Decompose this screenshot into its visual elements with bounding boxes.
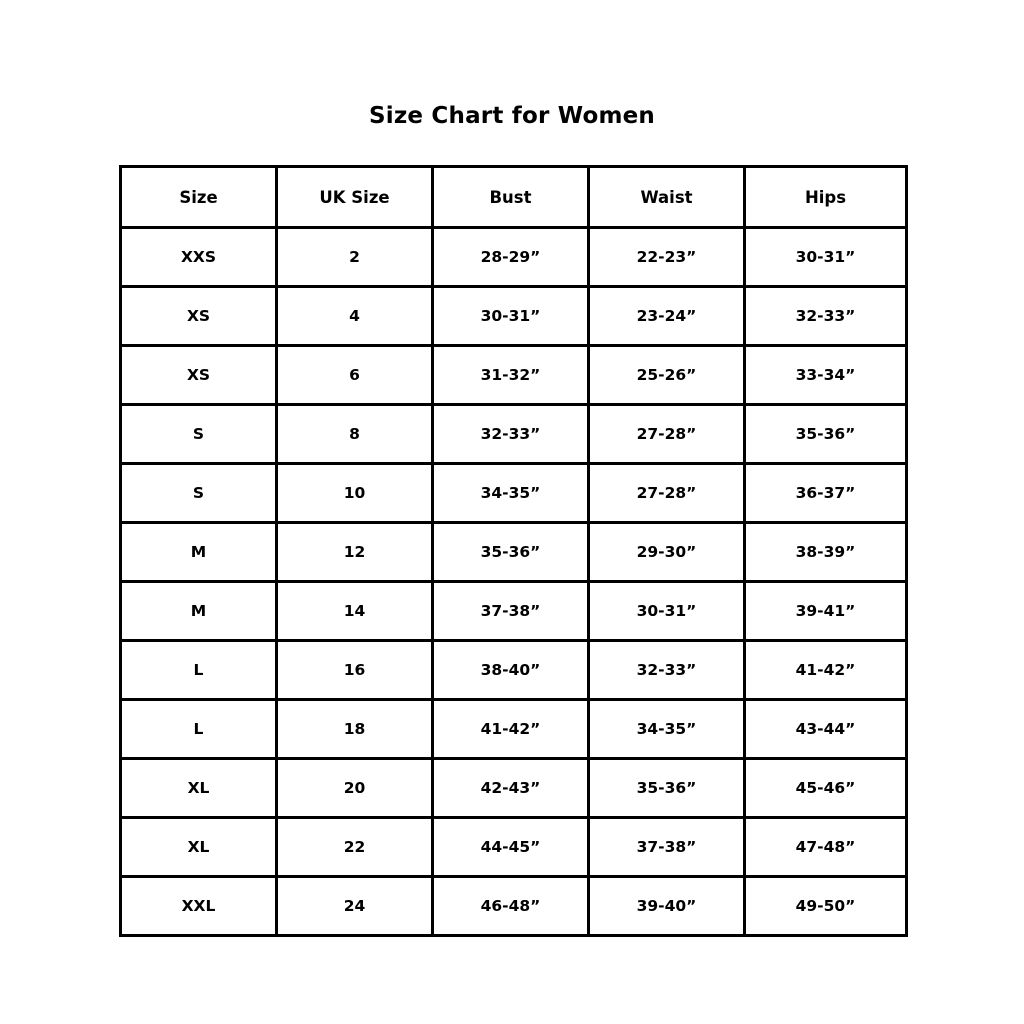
table-body <box>121 228 907 936</box>
cell-size: XXS <box>121 228 277 287</box>
cell-uk-size: 12 <box>277 523 433 582</box>
table-row <box>121 464 907 523</box>
cell-bust: 37-38” <box>433 582 589 641</box>
cell-uk-size: 2 <box>277 228 433 287</box>
cell-size: XS <box>121 346 277 405</box>
cell-size: XS <box>121 287 277 346</box>
page-title: Size Chart for Women <box>368 103 655 129</box>
table-row <box>121 228 907 287</box>
cell-size: XL <box>121 818 277 877</box>
cell-waist: 37-38” <box>589 818 745 877</box>
cell-uk-size: 10 <box>277 464 433 523</box>
cell-uk-size: 22 <box>277 818 433 877</box>
cell-waist: 25-26” <box>589 346 745 405</box>
cell-waist: 30-31” <box>589 582 745 641</box>
cell-waist: 39-40” <box>589 877 745 936</box>
cell-size: XL <box>121 759 277 818</box>
cell-waist: 29-30” <box>589 523 745 582</box>
cell-waist: 27-28” <box>589 464 745 523</box>
table-row <box>121 818 907 877</box>
cell-bust: 34-35” <box>433 464 589 523</box>
cell-bust: 30-31” <box>433 287 589 346</box>
cell-hips: 39-41” <box>745 582 907 641</box>
cell-waist: 32-33” <box>589 641 745 700</box>
cell-hips: 32-33” <box>745 287 907 346</box>
cell-size: M <box>121 523 277 582</box>
cell-uk-size: 20 <box>277 759 433 818</box>
cell-bust: 28-29” <box>433 228 589 287</box>
cell-size: M <box>121 582 277 641</box>
cell-hips: 38-39” <box>745 523 907 582</box>
cell-hips: 36-37” <box>745 464 907 523</box>
column-header-uk-size: UK Size <box>277 167 433 228</box>
cell-hips: 43-44” <box>745 700 907 759</box>
cell-hips: 30-31” <box>745 228 907 287</box>
cell-hips: 33-34” <box>745 346 907 405</box>
column-header-hips: Hips <box>745 167 907 228</box>
cell-bust: 46-48” <box>433 877 589 936</box>
table-row <box>121 523 907 582</box>
cell-bust: 31-32” <box>433 346 589 405</box>
cell-size: L <box>121 641 277 700</box>
cell-size: S <box>121 405 277 464</box>
table-header <box>121 167 907 228</box>
cell-bust: 35-36” <box>433 523 589 582</box>
cell-hips: 45-46” <box>745 759 907 818</box>
table-row <box>121 759 907 818</box>
cell-uk-size: 24 <box>277 877 433 936</box>
cell-bust: 44-45” <box>433 818 589 877</box>
table-row <box>121 582 907 641</box>
cell-bust: 32-33” <box>433 405 589 464</box>
cell-bust: 41-42” <box>433 700 589 759</box>
cell-uk-size: 8 <box>277 405 433 464</box>
cell-waist: 34-35” <box>589 700 745 759</box>
cell-size: S <box>121 464 277 523</box>
cell-waist: 22-23” <box>589 228 745 287</box>
cell-size: L <box>121 700 277 759</box>
cell-uk-size: 6 <box>277 346 433 405</box>
cell-waist: 27-28” <box>589 405 745 464</box>
table-row <box>121 287 907 346</box>
column-header-waist: Waist <box>589 167 745 228</box>
size-chart-table <box>119 165 908 937</box>
cell-bust: 42-43” <box>433 759 589 818</box>
table-header-row <box>121 167 907 228</box>
table-row <box>121 877 907 936</box>
table-row <box>121 346 907 405</box>
cell-hips: 35-36” <box>745 405 907 464</box>
cell-hips: 49-50” <box>745 877 907 936</box>
cell-uk-size: 16 <box>277 641 433 700</box>
cell-hips: 47-48” <box>745 818 907 877</box>
column-header-size: Size <box>121 167 277 228</box>
cell-waist: 23-24” <box>589 287 745 346</box>
cell-hips: 41-42” <box>745 641 907 700</box>
table-row <box>121 700 907 759</box>
cell-bust: 38-40” <box>433 641 589 700</box>
cell-size: XXL <box>121 877 277 936</box>
cell-waist: 35-36” <box>589 759 745 818</box>
size-chart-table-container <box>119 165 905 937</box>
table-row <box>121 405 907 464</box>
cell-uk-size: 14 <box>277 582 433 641</box>
cell-uk-size: 4 <box>277 287 433 346</box>
table-row <box>121 641 907 700</box>
column-header-bust: Bust <box>433 167 589 228</box>
cell-uk-size: 18 <box>277 700 433 759</box>
